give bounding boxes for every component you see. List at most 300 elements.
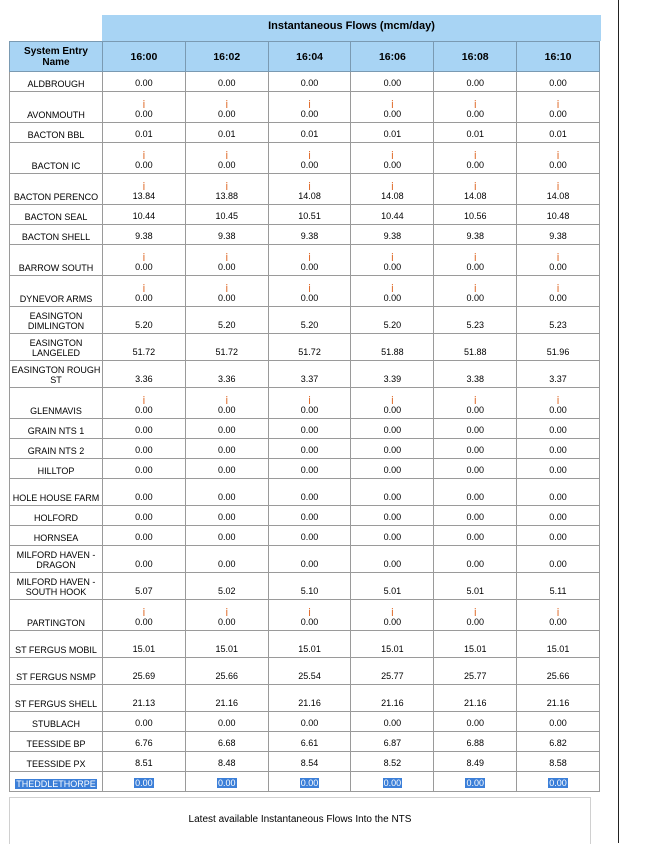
flow-value: 0.00: [135, 78, 153, 88]
flow-value-cell: [434, 712, 517, 732]
info-icon[interactable]: i: [390, 394, 394, 407]
flow-value-cell: [268, 600, 351, 631]
info-icon[interactable]: i: [142, 282, 146, 295]
flow-value-cell: [351, 174, 434, 205]
entry-name-cell: [10, 419, 103, 439]
table-row: [10, 276, 600, 307]
flow-value: 0.00: [135, 405, 153, 415]
entry-name: MILFORD HAVEN - DRAGON: [16, 550, 96, 570]
flow-value: 13.88: [215, 191, 238, 201]
flow-value-cell: [351, 732, 434, 752]
flow-value-cell: [434, 361, 517, 388]
flow-value: 15.01: [215, 644, 238, 654]
flow-value: 3.38: [466, 374, 484, 384]
flow-value: 5.20: [135, 320, 153, 330]
flow-value: 0.00: [383, 492, 402, 502]
flow-value-cell: [517, 752, 600, 772]
flow-value-cell: [103, 388, 186, 419]
flow-value: 21.16: [381, 698, 404, 708]
flow-value-cell: [185, 439, 268, 459]
flow-value-cell: [268, 712, 351, 732]
flow-value: 0.00: [300, 532, 319, 542]
flow-value-cell: [185, 526, 268, 546]
flow-value: 0.00: [466, 405, 484, 415]
flow-value: 8.48: [217, 758, 236, 768]
time-column-header: 16:00: [103, 42, 186, 72]
entry-name-cell: [10, 307, 103, 334]
flow-value: 9.38: [300, 231, 319, 241]
flow-value-cell: [185, 245, 268, 276]
entry-name: HORNSEA: [33, 533, 79, 543]
flow-value: 3.37: [300, 374, 319, 384]
flow-value: 5.01: [466, 586, 484, 596]
flow-value-cell: [434, 205, 517, 225]
flow-value-cell: [517, 772, 600, 792]
info-icon[interactable]: i: [308, 149, 312, 162]
info-icon[interactable]: i: [225, 98, 229, 111]
flow-value-cell: [103, 72, 186, 92]
flow-value: 0.00: [466, 512, 484, 522]
flow-value: 15.01: [381, 644, 404, 654]
flow-value-cell: [517, 123, 600, 143]
flow-value: 0.00: [300, 512, 319, 522]
table-row: [10, 526, 600, 546]
flow-value: 0.00: [300, 445, 319, 455]
info-icon[interactable]: i: [473, 180, 477, 193]
flow-value-cell: [434, 123, 517, 143]
info-icon[interactable]: i: [390, 251, 394, 264]
flow-value: 6.76: [135, 738, 153, 748]
entry-name-cell: [10, 772, 103, 792]
flow-value-cell: [517, 72, 600, 92]
flow-value-cell: [103, 573, 186, 600]
table-row: [10, 439, 600, 459]
entry-name: ALDBROUGH: [27, 79, 85, 89]
flow-value-cell: [517, 459, 600, 479]
flow-value: 0.00: [217, 405, 236, 415]
info-icon[interactable]: i: [390, 149, 394, 162]
flow-value-cell: [434, 573, 517, 600]
flow-value-cell: [351, 92, 434, 123]
info-icon[interactable]: i: [225, 251, 229, 264]
entry-name: HOLFORD: [33, 513, 78, 523]
info-icon[interactable]: i: [142, 149, 146, 162]
info-icon[interactable]: i: [556, 149, 560, 162]
info-icon[interactable]: i: [142, 394, 146, 407]
flow-value-cell: [351, 225, 434, 245]
table-row: [10, 72, 600, 92]
flow-value-cell: [103, 205, 186, 225]
flow-value: 0.00: [549, 465, 567, 475]
flow-value: 21.16: [298, 698, 321, 708]
flow-value: 51.88: [463, 347, 487, 357]
flow-value: 10.45: [215, 211, 238, 221]
flow-value: 0.01: [300, 129, 319, 139]
entry-name: DYNEVOR ARMS: [19, 294, 93, 304]
flow-value: 9.38: [135, 231, 153, 241]
flow-value-cell: [103, 526, 186, 546]
info-icon[interactable]: i: [556, 251, 560, 264]
flow-value: 0.00: [383, 160, 402, 170]
flow-value-cell: [103, 439, 186, 459]
flow-value-cell: [185, 459, 268, 479]
flow-value-cell: [517, 506, 600, 526]
flow-value: 0.00: [135, 532, 153, 542]
flow-value: 9.38: [466, 231, 484, 241]
flow-value-cell: [185, 225, 268, 245]
flow-value: 0.01: [549, 129, 567, 139]
flow-value: 0.00: [300, 78, 319, 88]
flow-value: 25.66: [546, 671, 570, 681]
flow-value: 0.00: [466, 559, 484, 569]
flow-value: 0.00: [466, 465, 484, 475]
flow-value: 5.02: [217, 586, 236, 596]
entry-name: GRAIN NTS 2: [27, 446, 85, 456]
entry-name-cell: [10, 685, 103, 712]
flow-value-cell: [103, 600, 186, 631]
flow-value: 3.36: [135, 374, 153, 384]
table-row: [10, 546, 600, 573]
flow-value: 10.44: [381, 211, 404, 221]
flow-value: 0.00: [466, 617, 484, 627]
flow-value-cell: [351, 72, 434, 92]
flow-value-cell: [103, 174, 186, 205]
flow-value-cell: [351, 439, 434, 459]
flow-value-cell: [268, 225, 351, 245]
flow-value-cell: [351, 752, 434, 772]
entry-name: BACTON BBL: [27, 130, 85, 140]
flow-value-cell: [103, 245, 186, 276]
info-icon[interactable]: i: [225, 394, 229, 407]
flow-value: 0.00: [549, 559, 567, 569]
flow-value: 0.00: [383, 532, 402, 542]
flow-value: 0.00: [300, 293, 319, 303]
flow-value-cell: [351, 479, 434, 506]
flow-value: 5.07: [135, 586, 153, 596]
flow-value: 0.00: [466, 425, 484, 435]
flow-value: 9.38: [217, 231, 236, 241]
flow-value: 0.00: [383, 262, 402, 272]
flow-value: 0.00: [217, 512, 236, 522]
flow-value-cell: [268, 72, 351, 92]
flow-value-cell: [185, 205, 268, 225]
flow-value: 0.00: [300, 425, 319, 435]
flow-value-cell: [185, 92, 268, 123]
info-icon[interactable]: i: [225, 282, 229, 295]
flow-value: 0.00: [466, 160, 484, 170]
flow-value: 0.00: [300, 617, 319, 627]
flow-value-cell: [351, 631, 434, 658]
flow-value: 15.01: [463, 644, 487, 654]
flow-value: 0.00: [135, 512, 153, 522]
info-icon[interactable]: i: [390, 282, 394, 295]
info-icon[interactable]: i: [473, 149, 477, 162]
flow-value-cell: [351, 506, 434, 526]
flow-value: 14.08: [298, 191, 321, 201]
flow-value-cell: [351, 123, 434, 143]
flow-value: 0.00: [217, 293, 236, 303]
table-row: [10, 600, 600, 631]
flow-value-cell: [434, 658, 517, 685]
flow-value: 14.08: [463, 191, 487, 201]
entry-name-cell: [10, 752, 103, 772]
flow-value-cell: [434, 600, 517, 631]
info-icon[interactable]: i: [390, 98, 394, 111]
flow-value-cell: [434, 307, 517, 334]
entry-name: BACTON PERENCO: [13, 192, 99, 202]
flow-value-cell: [268, 685, 351, 712]
flow-value-cell: [103, 658, 186, 685]
flow-value: 0.00: [466, 492, 484, 502]
flow-value-cell: [351, 658, 434, 685]
flow-value-cell: [103, 225, 186, 245]
info-icon[interactable]: i: [308, 180, 312, 193]
flow-value: 3.39: [383, 374, 402, 384]
info-icon[interactable]: i: [556, 180, 560, 193]
time-column-header: 16:08: [434, 42, 517, 72]
info-icon[interactable]: i: [308, 606, 312, 619]
flow-value: 21.13: [132, 698, 156, 708]
flow-value-cell: [185, 276, 268, 307]
entry-name: ST FERGUS NSMP: [16, 672, 96, 682]
flow-value: 0.00: [466, 718, 484, 728]
entry-name-cell: [10, 174, 103, 205]
info-icon[interactable]: i: [142, 606, 146, 619]
table-row: [10, 772, 600, 792]
flow-value: 6.88: [466, 738, 484, 748]
flow-value: 51.88: [381, 347, 404, 357]
flow-value-cell: [185, 123, 268, 143]
flow-value: 15.01: [546, 644, 570, 654]
flow-value: 0.00: [549, 262, 567, 272]
flow-value: 0.00: [217, 465, 236, 475]
time-column-header: 16:04: [268, 42, 351, 72]
flow-value: 0.00: [300, 559, 319, 569]
flow-value: 14.08: [381, 191, 404, 201]
flow-value-cell: [103, 123, 186, 143]
flow-value: 0.00: [135, 445, 153, 455]
info-icon[interactable]: i: [473, 394, 477, 407]
flow-value-cell: [517, 225, 600, 245]
info-icon[interactable]: i: [142, 180, 146, 193]
flow-value-cell: [434, 276, 517, 307]
entry-name-cell: [10, 72, 103, 92]
flow-value: 0.00: [217, 109, 236, 119]
info-icon[interactable]: i: [308, 251, 312, 264]
table-row: [10, 712, 600, 732]
flow-value: 10.51: [298, 211, 321, 221]
flow-value: 0.00: [549, 512, 567, 522]
flow-value-cell: [517, 658, 600, 685]
flow-value-cell: [434, 772, 517, 792]
flow-value: 25.77: [463, 671, 487, 681]
flow-value: 51.72: [132, 347, 156, 357]
info-icon[interactable]: i: [225, 180, 229, 193]
flow-value: 0.00: [549, 532, 567, 542]
info-icon[interactable]: i: [556, 606, 560, 619]
time-column-header: 16:02: [185, 42, 268, 72]
info-icon[interactable]: i: [473, 282, 477, 295]
entry-name: ST FERGUS MOBIL: [15, 645, 97, 655]
flow-value: 5.23: [466, 320, 484, 330]
entry-name-cell: [10, 123, 103, 143]
flow-value-cell: [351, 459, 434, 479]
flow-value-cell: [268, 123, 351, 143]
flow-value-cell: [185, 712, 268, 732]
entry-name-cell: [10, 92, 103, 123]
flow-value: 0.00: [135, 425, 153, 435]
table-row: [10, 245, 600, 276]
flow-value: 0.00: [383, 718, 402, 728]
flow-value-cell: [434, 92, 517, 123]
flow-value-cell: [434, 334, 517, 361]
flow-value-cell: [268, 334, 351, 361]
entry-name-cell: [10, 388, 103, 419]
flow-value: 5.20: [383, 320, 402, 330]
info-icon[interactable]: i: [473, 606, 477, 619]
flow-value-cell: [434, 174, 517, 205]
header-row: [10, 42, 600, 72]
info-icon[interactable]: i: [390, 180, 394, 193]
flow-value: 0.00: [383, 559, 402, 569]
flow-value-cell: [517, 685, 600, 712]
flow-value: 0.00: [135, 492, 153, 502]
table-body: [10, 72, 600, 792]
flows-grid: [9, 15, 600, 792]
entry-name: TEESSIDE BP: [26, 739, 86, 749]
flow-value-cell: [434, 732, 517, 752]
entry-name-cell: [10, 658, 103, 685]
flow-value-cell: [185, 752, 268, 772]
entry-name: ST FERGUS SHELL: [14, 699, 98, 709]
info-icon[interactable]: i: [556, 394, 560, 407]
flow-value-cell: [103, 752, 186, 772]
flow-value: 5.11: [549, 586, 567, 596]
entry-name: EASINGTON ROUGH ST: [11, 365, 101, 385]
info-icon[interactable]: i: [473, 98, 477, 111]
table-row: [10, 307, 600, 334]
flow-value-cell: [103, 459, 186, 479]
flow-value-cell: [185, 307, 268, 334]
entry-name: HOLE HOUSE FARM: [12, 493, 100, 503]
table-row: [10, 334, 600, 361]
flow-value: 0.00: [549, 445, 567, 455]
flow-value-cell: [517, 307, 600, 334]
flow-value-cell: [185, 334, 268, 361]
flow-value-cell: [517, 334, 600, 361]
table-row: [10, 388, 600, 419]
table-row: [10, 459, 600, 479]
info-icon[interactable]: i: [225, 606, 229, 619]
flow-value-cell: [185, 419, 268, 439]
flow-value-cell: [517, 526, 600, 546]
table-row: [10, 658, 600, 685]
flow-value: 0.00: [466, 778, 484, 788]
table-row: [10, 123, 600, 143]
info-icon[interactable]: i: [308, 282, 312, 295]
flow-value: 10.56: [463, 211, 487, 221]
flow-value: 0.00: [383, 617, 402, 627]
entry-name: GRAIN NTS 1: [27, 426, 85, 436]
flow-value-cell: [268, 573, 351, 600]
flow-value: 13.84: [132, 191, 156, 201]
flow-value-cell: [185, 388, 268, 419]
flow-value-cell: [517, 388, 600, 419]
flow-value-cell: [268, 205, 351, 225]
flow-value-cell: [517, 174, 600, 205]
flow-value-cell: [351, 526, 434, 546]
flow-value: 6.82: [549, 738, 567, 748]
flow-value: 0.00: [135, 262, 153, 272]
flow-value-cell: [517, 439, 600, 459]
flow-value: 0.00: [217, 559, 236, 569]
flow-value: 0.01: [217, 129, 236, 139]
flow-value-cell: [103, 92, 186, 123]
flow-value: 3.37: [549, 374, 567, 384]
flow-value-cell: [434, 72, 517, 92]
info-icon[interactable]: i: [308, 394, 312, 407]
flow-value-cell: [434, 419, 517, 439]
flow-value-cell: [185, 600, 268, 631]
info-icon[interactable]: i: [225, 149, 229, 162]
entry-name-cell: [10, 245, 103, 276]
info-icon[interactable]: i: [142, 251, 146, 264]
time-column-header: 16:10: [517, 42, 600, 72]
flow-value: 8.58: [549, 758, 567, 768]
table-row: [10, 506, 600, 526]
flow-value-cell: [268, 307, 351, 334]
info-icon[interactable]: i: [308, 98, 312, 111]
flow-value-cell: [517, 276, 600, 307]
flow-value-cell: [268, 732, 351, 752]
flow-value-cell: [268, 245, 351, 276]
flow-value: 0.00: [135, 718, 153, 728]
flow-value: 0.01: [466, 129, 484, 139]
info-icon[interactable]: i: [142, 98, 146, 111]
flow-value-cell: [103, 143, 186, 174]
flow-value: 0.00: [300, 160, 319, 170]
flow-value: 8.51: [135, 758, 153, 768]
flow-value-cell: [268, 631, 351, 658]
flow-value-cell: [268, 276, 351, 307]
flow-value-cell: [268, 143, 351, 174]
flow-value-cell: [268, 419, 351, 439]
entry-name-cell: [10, 506, 103, 526]
info-icon[interactable]: i: [390, 606, 394, 619]
entry-name: TEESSIDE PX: [26, 759, 86, 769]
flow-value-cell: [268, 439, 351, 459]
flow-value-cell: [517, 712, 600, 732]
info-icon[interactable]: i: [556, 98, 560, 111]
table-row: [10, 479, 600, 506]
flow-value: 8.54: [300, 758, 319, 768]
flow-value: 0.00: [383, 778, 402, 788]
info-icon[interactable]: i: [473, 251, 477, 264]
flow-value-cell: [268, 752, 351, 772]
entry-name: MILFORD HAVEN - SOUTH HOOK: [16, 577, 96, 597]
entry-name: BACTON SEAL: [24, 212, 88, 222]
info-icon[interactable]: i: [556, 282, 560, 295]
flow-value-cell: [517, 419, 600, 439]
flow-value-cell: [185, 361, 268, 388]
table-row: [10, 732, 600, 752]
flow-value-cell: [434, 245, 517, 276]
entry-name-cell: [10, 225, 103, 245]
flow-value-cell: [103, 307, 186, 334]
flow-value-cell: [185, 573, 268, 600]
flow-value-cell: [185, 546, 268, 573]
flow-value-cell: [517, 143, 600, 174]
